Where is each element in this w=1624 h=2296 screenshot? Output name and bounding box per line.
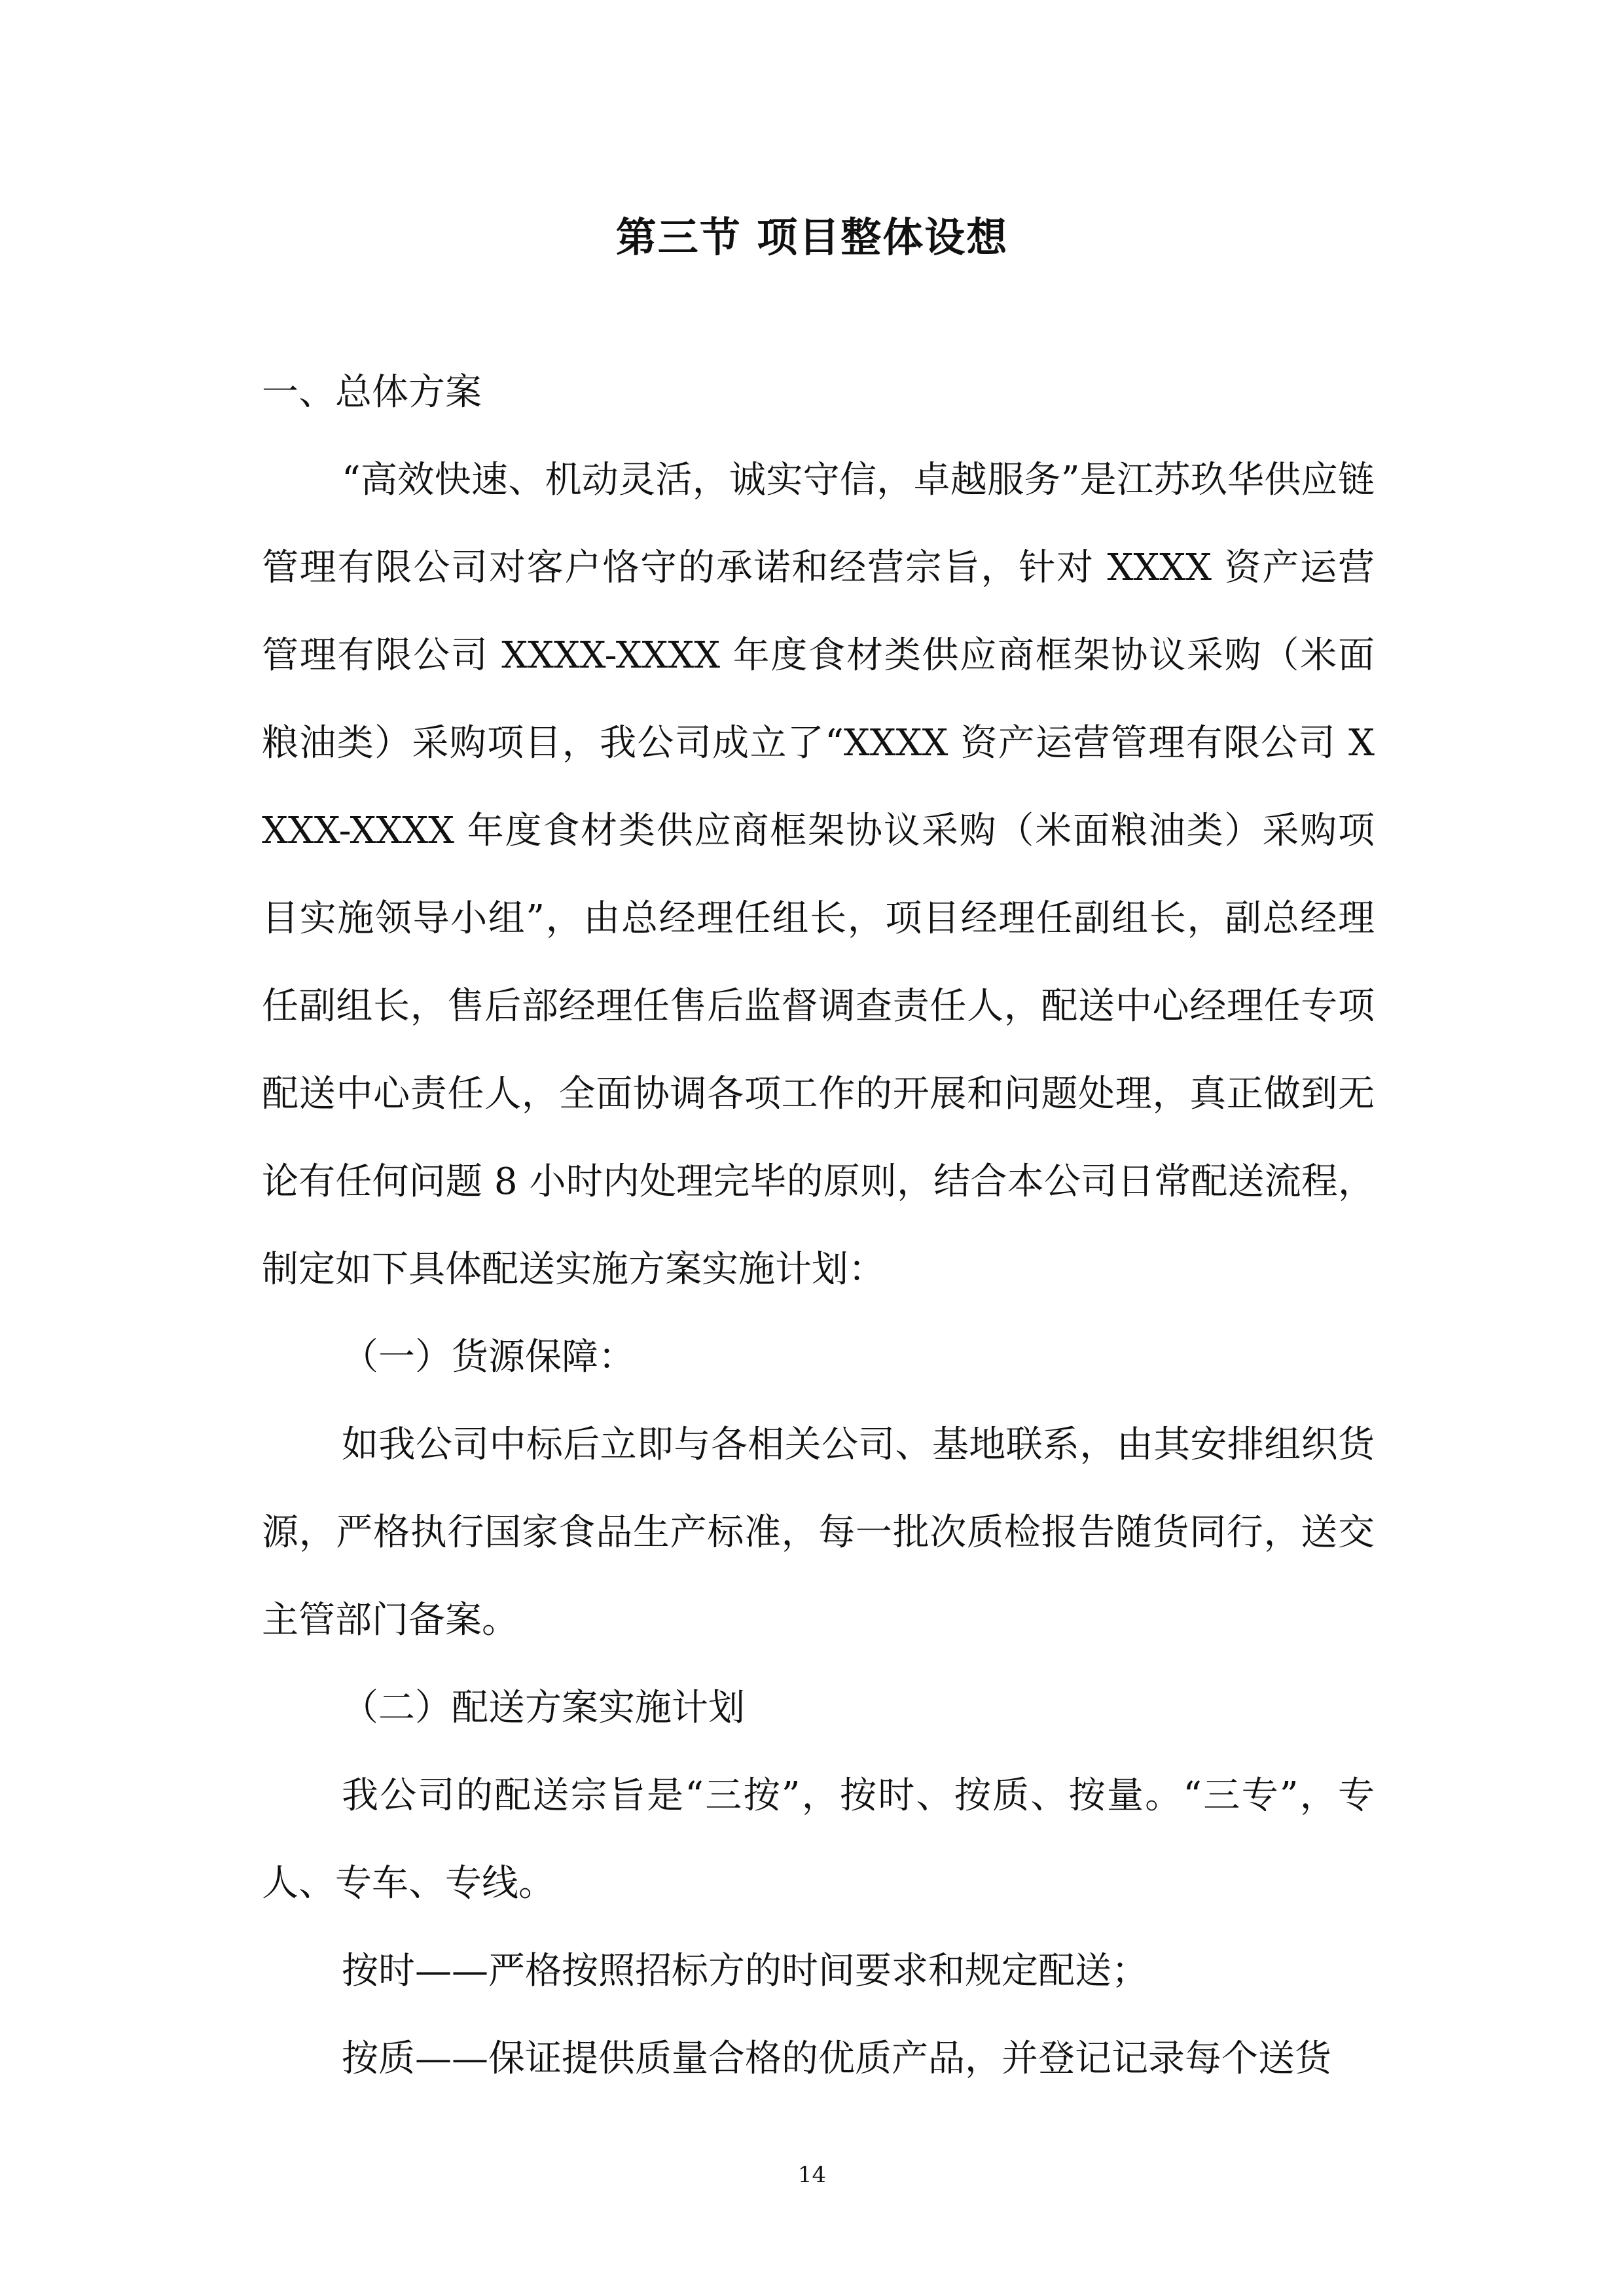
subheading-delivery-plan: （二）配送方案实施计划: [342, 1687, 745, 1729]
heading-overall-plan: 一、总体方案: [262, 371, 482, 414]
subheading-supply-guarantee: （一）货源保障：: [342, 1336, 635, 1378]
paragraph-delivery-principle: 我公司的配送宗旨是“三按”，按时、按质、按量。“三专”，专人、专车、专线。: [262, 1774, 1375, 1905]
paragraph-quality: 按质——保证提供质量合格的优质产品，并登记记录每个送货: [342, 2037, 1331, 2080]
body-text: [262, 349, 1375, 2103]
paragraph-intro: “高效快速、机动灵活，诚实守信，卓越服务”是江苏玖华供应链管理有限公司对客户恪守的承诺和经营宗旨，针对 XXXX 资产运营管理有限公司 XXXX-XXXX 年度食材类供应商框架协议采购（米面粮油类）采购项目，我公司成立了“XXXX 资产运营管理有限公司 XXXX-XXXX 年度食材类供应商框架协议采购（米面粮油类）采购项目实施领导小组”，由总经理任组长，项目经理任副组长，副总经理任副组长，售后部经理任售后监督调查责任人，配送中心经理任专项配送中心责任人，全面协调各项工作的开展和问题处理，真正做到无论有任何问题 8 小时内处理完毕的原则，结合本公司日常配送流程，制定如下具体配送实施方案实施计划：: [262, 459, 1375, 1291]
paragraph-on-time: 按时——严格按照招标方的时间要求和规定配送；: [342, 1950, 1148, 1992]
page-number: 14: [797, 2162, 827, 2188]
paragraph-supply: 如我公司中标后立即与各相关公司、基地联系，由其安排组织货源，严格执行国家食品生产标准，每一批次质检报告随货同行，送交主管部门备案。: [262, 1424, 1375, 1641]
section-title: 第三节 项目整体设想: [615, 213, 1009, 261]
